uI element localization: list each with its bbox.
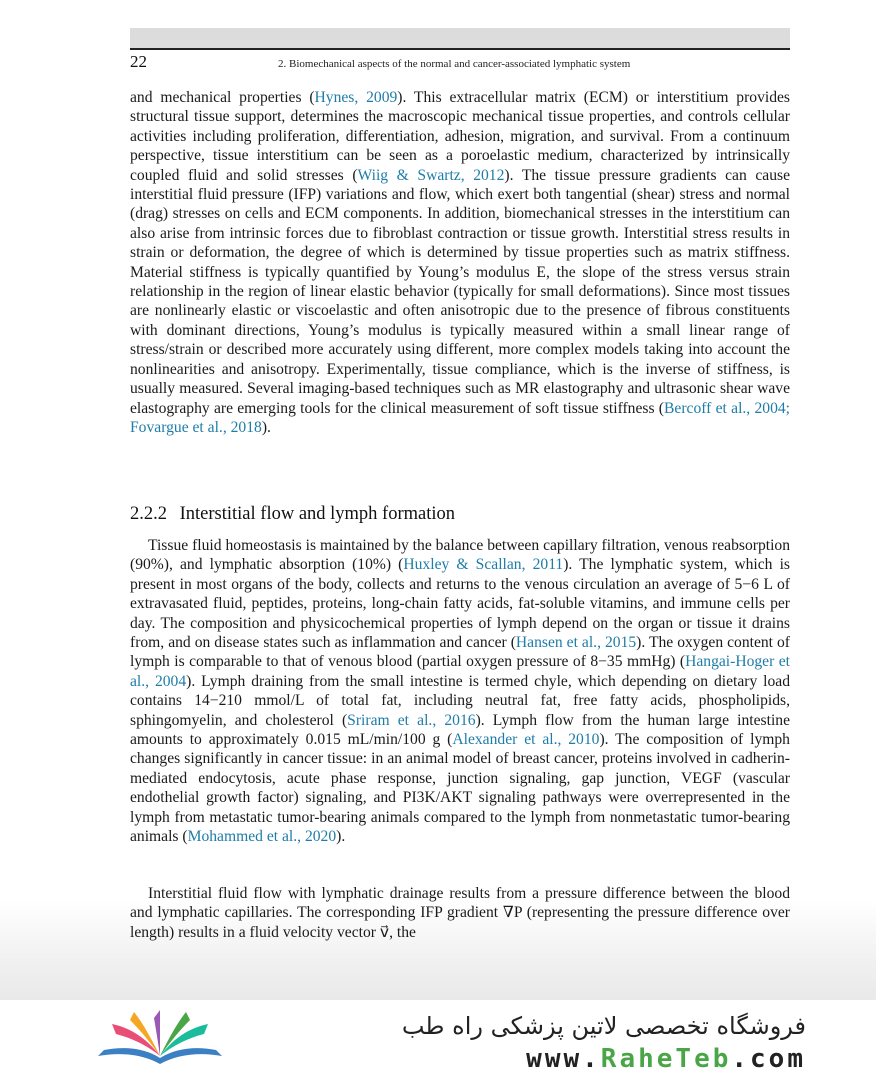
citation-link[interactable]: Mohammed et al., 2020 <box>187 828 337 846</box>
text-run: Interstitial fluid flow with lymphatic drainage results from a pressure difference between the blood and lymphatic capillaries. The corresponding IFP gradient ∇P (representing the pressure difference over length) results in a fluid velocity vector v⃗, the <box>130 885 790 941</box>
store-url <box>526 1044 806 1074</box>
section-number: 2.2.2 <box>130 504 167 524</box>
running-head: 2. Biomechanical aspects of the normal and cancer-associated lymphatic system <box>278 58 631 70</box>
paragraph-1 <box>130 88 790 437</box>
text-run: ). The lymphatic system, which is present in most organs of the body, collects and returns to the venous circulation an average of 5−6 L of extravasated fluid, peptides, proteins, long-chain fatty acids, fat-soluble vitamins, and immune cells per day. The composition and physicochemical properties of lymph depend on the organ or tissue it drains from, and on disease states such as inflammation and cancer ( <box>130 556 790 652</box>
text-run: ). The composition of lymph changes significantly in cancer tissue: in an animal model of breast cancer, proteins involved in cadherin-mediated endocytosis, acute phase response, junction signaling, gap junction, VEGF (vascular endothelial growth factor) signaling, and PI3K/AKT signaling pathways were overrepresented in the lymph from metastatic tumor-bearing animals compared to the lymph from nonmetastatic tumor-bearing animals ( <box>130 731 790 846</box>
text-run: ). This extracellular matrix (ECM) or interstitium provides structural tissue support, determines the macroscopic mechanical tissue properties, and controls cellular activities including proliferation, differentiation, adhesion, migration, and survival. From a continuum perspective, tissue interstitium can be seen as a poroelastic medium, characterized by intrinsically coupled fluid and solid stresses ( <box>130 89 790 184</box>
text-run: ). The tissue pressure gradients can cause interstitial fluid pressure (IFP) variations and flow, which exert both tangential (shear) stress and normal (drag) stresses on cells and ECM components. In addition, biomechanical stresses in the interstitium can also arise from intrinsic forces due to fibroblast contraction or tissue growth. Interstitial stress results in strain or deformation, the degree of which is determined by tissue properties such as matrix stiffness. Material stiffness is typically quantified by Young’s modulus E, the slope of the stress versus strain relationship in the region of linear elastic behavior (typically for small deformations). Since most tissues are nonlinearly elastic or viscoelastic and often anisotropic due to the presence of fibrous constituents with dominant directions, Young’s modulus is typically measured within a small linear range of stress/strain or described more accurately using different, more complex models taking into account the nonlinearities and anisotropy. Experimentally, tissue compliance, which is the inverse of stiffness, is usually measured. Several imaging-based techniques such as MR elastography and ultrasonic shear wave elastography are emerging tools for the clinical measurement of soft tissue stiffness ( <box>130 166 790 417</box>
paragraph-2 <box>130 536 790 847</box>
text-run: Tissue fluid homeostasis is maintained by the balance between capillary filtration, venous reabsorption (90%), and lymphatic absorption (10%) ( <box>130 537 790 574</box>
citation-link[interactable]: Bercoff et al., 2004; Fovargue et al., 2018 <box>130 399 791 436</box>
section-title: Interstitial flow and lymph formation <box>179 504 456 524</box>
text-run: ). Lymph draining from the small intestine is termed chyle, which depending on dietary load contains 14−210 mmol/L of total fat, including neutral fat, free fatty acids, phospholipids, sphingomyelin, and cholesterol ( <box>130 672 791 729</box>
citation-link[interactable]: Alexander et al., 2010 <box>452 731 600 749</box>
footer-banner <box>0 1000 876 1080</box>
open-book-logo-icon <box>90 1006 230 1072</box>
text-run: ). The oxygen content of lymph is comparable to that of venous blood (partial oxygen pressure of 8−35 mmHg) ( <box>130 634 790 671</box>
text-run: ). <box>261 418 271 436</box>
url-suffix: .com <box>731 1044 806 1074</box>
citation-link[interactable]: Wiig & Swartz, 2012 <box>357 166 505 184</box>
citation-link[interactable]: Hansen et al., 2015 <box>515 634 637 652</box>
citation-link[interactable]: Sriram et al., 2016 <box>347 711 476 729</box>
citation-link[interactable]: Hangai-Hoger et al., 2004 <box>130 653 790 690</box>
url-prefix: www. <box>526 1044 601 1074</box>
url-accent: RaheTeb <box>600 1044 732 1074</box>
text-run: and mechanical properties ( <box>130 89 315 106</box>
section-heading <box>130 504 455 525</box>
header-bar <box>130 28 790 50</box>
store-name: فروشگاه تخصصی لاتین پزشکی راه طب <box>401 1012 806 1040</box>
page-number: 22 <box>130 52 147 71</box>
citation-link[interactable]: Hynes, 2009 <box>314 89 398 106</box>
paragraph-3 <box>130 884 790 942</box>
text-run: ). <box>336 828 346 846</box>
citation-link[interactable]: Huxley & Scallan, 2011 <box>403 556 564 574</box>
text-run: ). Lymph flow from the human large intestine amounts to approximately 0.015 mL/min/100 g ( <box>130 711 790 749</box>
